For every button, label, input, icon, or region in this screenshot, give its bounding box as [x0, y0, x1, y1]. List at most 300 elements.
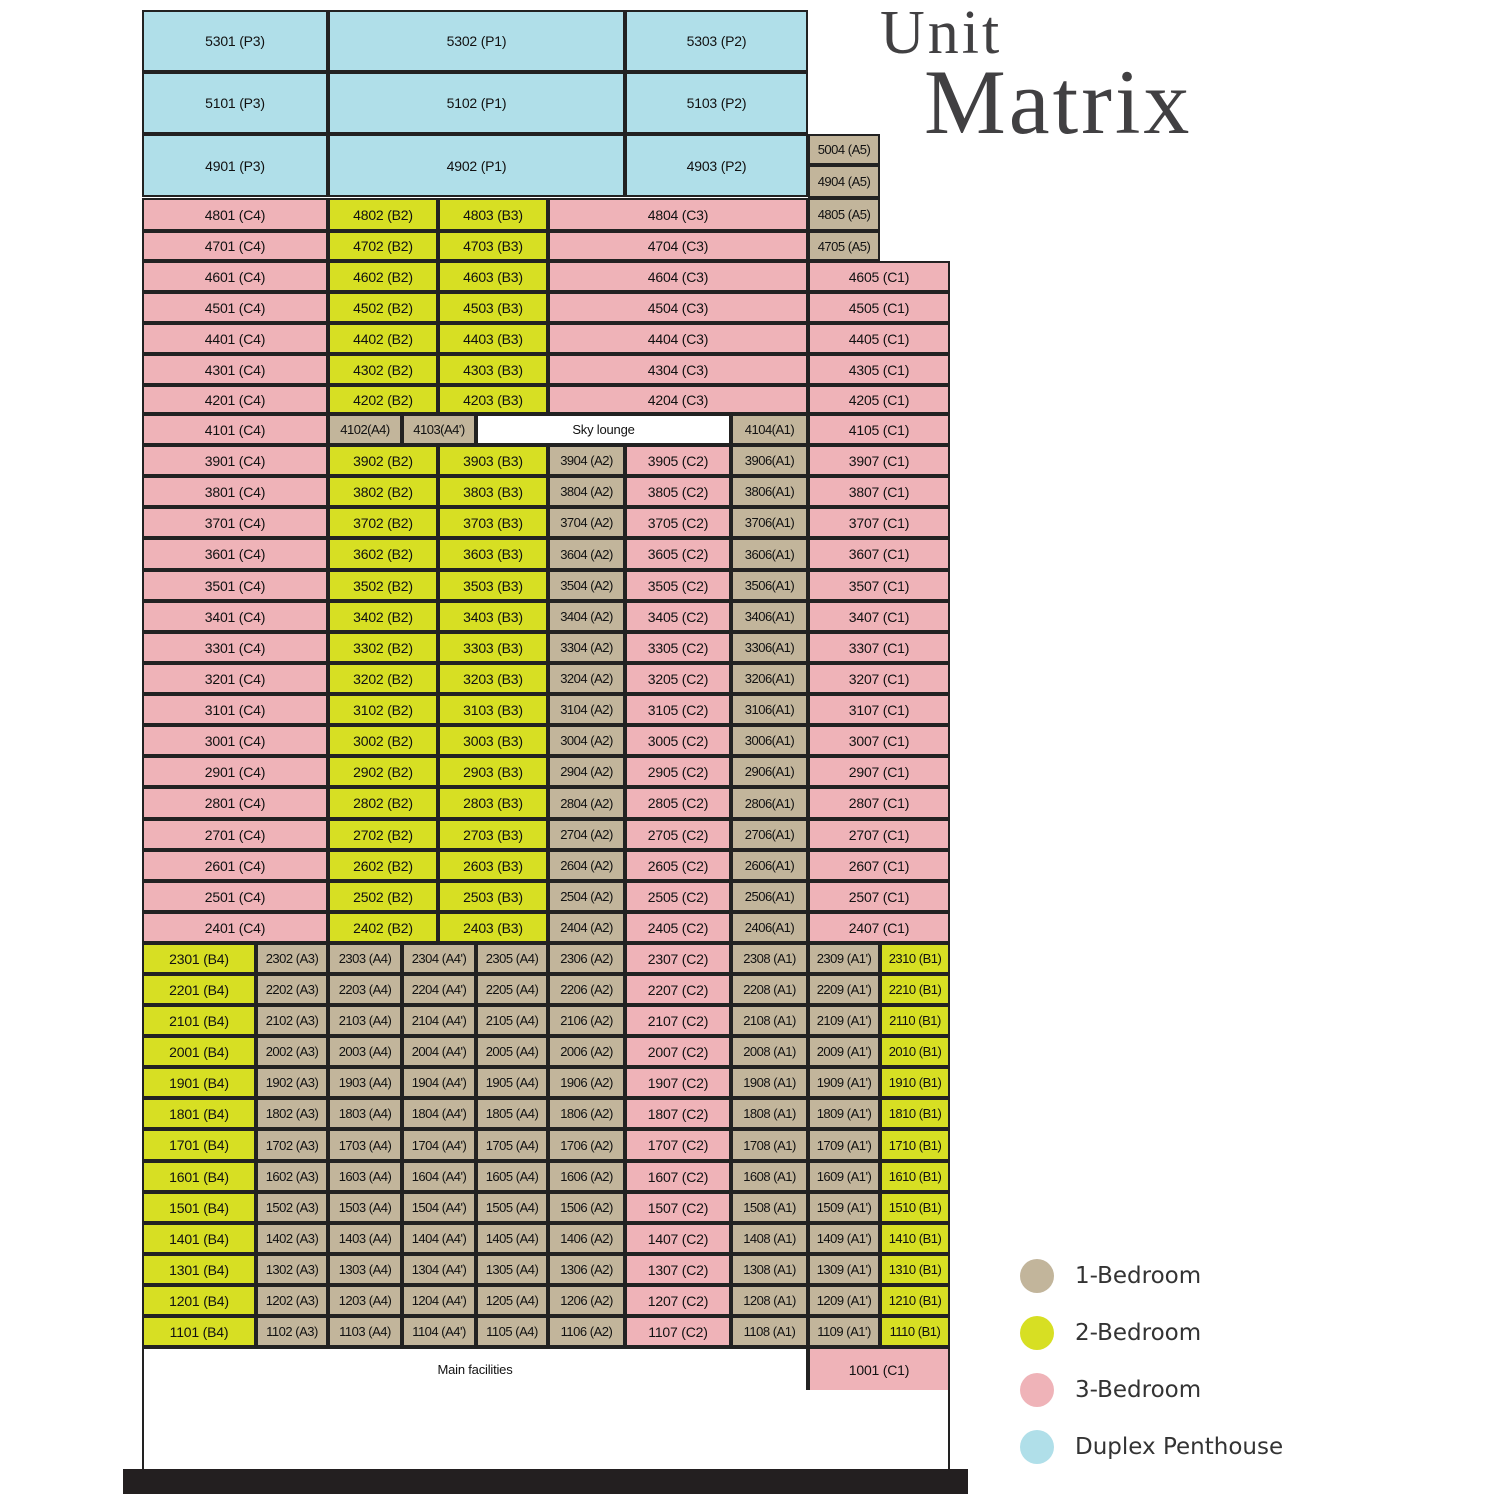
unit-cell: 1203 (A4)	[328, 1285, 402, 1316]
unit-cell: 3806(A1)	[731, 476, 808, 507]
unit-cell: 2607 (C1)	[808, 850, 950, 881]
unit-cell: 1101 (B4)	[142, 1316, 256, 1347]
unit-cell: 4701 (C4)	[142, 231, 328, 261]
unit-cell: 4504 (C3)	[548, 292, 808, 323]
unit-cell: 1506 (A2)	[548, 1192, 625, 1223]
penthouse-unit: 5101 (P3)	[142, 72, 328, 134]
unit-cell: 4201 (C4)	[142, 385, 328, 414]
unit-cell: 2403 (B3)	[438, 912, 548, 943]
unit-cell: 2302 (A3)	[256, 943, 328, 974]
penthouse-unit: 4901 (P3)	[142, 134, 328, 197]
unit-cell: 3705 (C2)	[625, 507, 731, 538]
unit-cell: 2906(A1)	[731, 756, 808, 787]
legend-label: 2-Bedroom	[1075, 1320, 1202, 1346]
unit-cell: 3702 (B2)	[328, 507, 438, 538]
unit-cell: 3007 (C1)	[808, 725, 950, 756]
unit-cell: 5004 (A5)	[808, 134, 880, 165]
unit-cell: 4904 (A5)	[808, 165, 880, 198]
unit-cell: 1609 (A1')	[808, 1161, 880, 1192]
unit-cell: 1409 (A1')	[808, 1223, 880, 1254]
unit-cell: 2507 (C1)	[808, 881, 950, 912]
unit-cell: 2309 (A1')	[808, 943, 880, 974]
unit-cell: 3707 (C1)	[808, 507, 950, 538]
unit-cell: 2304 (A4')	[402, 943, 476, 974]
unit-cell: 3801 (C4)	[142, 476, 328, 507]
legend-swatch-duplex-penthouse	[1020, 1430, 1054, 1464]
unit-cell: 2805 (C2)	[625, 787, 731, 819]
unit-cell: 2201 (B4)	[142, 974, 256, 1005]
unit-cell: 1903 (A4)	[328, 1067, 402, 1098]
penthouse-unit: 5102 (P1)	[328, 72, 625, 134]
unit-cell: 2107 (C2)	[625, 1005, 731, 1036]
unit-cell: 3802 (B2)	[328, 476, 438, 507]
unit-cell: 2701 (C4)	[142, 819, 328, 850]
unit-cell: 1806 (A2)	[548, 1098, 625, 1129]
unit-cell: 3203 (B3)	[438, 663, 548, 694]
unit-cell: 1105 (A4)	[476, 1316, 548, 1347]
unit-cell: 4604 (C3)	[548, 261, 808, 292]
unit-cell: 2501 (C4)	[142, 881, 328, 912]
unit-cell: 3005 (C2)	[625, 725, 731, 756]
unit-cell: 1510 (B1)	[880, 1192, 950, 1223]
unit-cell: 1605 (A4)	[476, 1161, 548, 1192]
unit-cell: 2306 (A2)	[548, 943, 625, 974]
unit-cell: 1310 (B1)	[880, 1254, 950, 1285]
unit-cell: 3607 (C1)	[808, 538, 950, 570]
unit-cell: 3207 (C1)	[808, 663, 950, 694]
legend-item-duplex-penthouse	[1020, 1429, 1283, 1465]
unit-cell: 3401 (C4)	[142, 601, 328, 632]
unit-cell: 3107 (C1)	[808, 694, 950, 725]
unit-cell: 3001 (C4)	[142, 725, 328, 756]
unit-cell: 3004 (A2)	[548, 725, 625, 756]
unit-cell: 4402 (B2)	[328, 323, 438, 354]
unit-cell: 4605 (C1)	[808, 261, 950, 292]
unit-cell: 2104 (A4')	[402, 1005, 476, 1036]
unit-cell: 2901 (C4)	[142, 756, 328, 787]
unit-cell: 1710 (B1)	[880, 1129, 950, 1161]
unit-cell: 1407 (C2)	[625, 1223, 731, 1254]
unit-cell: 1608 (A1)	[731, 1161, 808, 1192]
unit-cell: 1109 (A1')	[808, 1316, 880, 1347]
unit-cell: 3006(A1)	[731, 725, 808, 756]
unit-cell: 1110 (B1)	[880, 1316, 950, 1347]
legend-label: 3-Bedroom	[1075, 1377, 1202, 1403]
unit-cell: 1804 (A4')	[402, 1098, 476, 1129]
unit-cell: 1303 (A4)	[328, 1254, 402, 1285]
unit-cell: 2101 (B4)	[142, 1005, 256, 1036]
penthouse-unit: 5302 (P1)	[328, 10, 625, 72]
unit-cell: 3703 (B3)	[438, 507, 548, 538]
unit-cell: 3502 (B2)	[328, 570, 438, 601]
unit-cell: 1204 (A4')	[402, 1285, 476, 1316]
title-line-1: Unit	[880, 0, 1003, 67]
unit-cell: 3101 (C4)	[142, 694, 328, 725]
unit-cell: 2010 (B1)	[880, 1036, 950, 1067]
unit-cell: 2802 (B2)	[328, 787, 438, 819]
unit-cell: 3103 (B3)	[438, 694, 548, 725]
unit-cell: 1707 (C2)	[625, 1129, 731, 1161]
unit-cell: 3504 (A2)	[548, 570, 625, 601]
unit-cell: 1306 (A2)	[548, 1254, 625, 1285]
unit-cell: 2204 (A4')	[402, 974, 476, 1005]
unit-cell: 1902 (A3)	[256, 1067, 328, 1098]
unit-cell: 2110 (B1)	[880, 1005, 950, 1036]
unit-cell: 2002 (A3)	[256, 1036, 328, 1067]
unit-cell: 4302 (B2)	[328, 354, 438, 385]
unit-cell: 4603 (B3)	[438, 261, 548, 292]
unit-cell: 1501 (B4)	[142, 1192, 256, 1223]
unit-cell: 1704 (A4')	[402, 1129, 476, 1161]
unit-cell: 1507 (C2)	[625, 1192, 731, 1223]
unit-cell: 4702 (B2)	[328, 231, 438, 261]
unit-cell: 4102(A4)	[328, 414, 402, 445]
unit-cell: 2210 (B1)	[880, 974, 950, 1005]
legend-swatch-3-bedroom	[1020, 1373, 1054, 1407]
unit-cell: 3604 (A2)	[548, 538, 625, 570]
unit-cell: 1404 (A4')	[402, 1223, 476, 1254]
unit-cell: 3902 (B2)	[328, 445, 438, 476]
unit-cell: 2405 (C2)	[625, 912, 731, 943]
unit-cell: 4305 (C1)	[808, 354, 950, 385]
unit-cell: 3905 (C2)	[625, 445, 731, 476]
unit-cell: 3807 (C1)	[808, 476, 950, 507]
unit-cell: 3102 (B2)	[328, 694, 438, 725]
unit-cell: 1809 (A1')	[808, 1098, 880, 1129]
unit-cell: 4404 (C3)	[548, 323, 808, 354]
unit-cell: 4801 (C4)	[142, 198, 328, 231]
unit-cell: 2803 (B3)	[438, 787, 548, 819]
unit-cell: 1302 (A3)	[256, 1254, 328, 1285]
unit-cell: 3903 (B3)	[438, 445, 548, 476]
legend-swatch-1-bedroom	[1020, 1259, 1054, 1293]
unit-cell: 1601 (B4)	[142, 1161, 256, 1192]
unit-cell: 2504 (A2)	[548, 881, 625, 912]
unit-cell: 1603 (A4)	[328, 1161, 402, 1192]
legend-item-2-bedroom	[1020, 1315, 1201, 1351]
unit-cell: 2703 (B3)	[438, 819, 548, 850]
unit-cell: 2702 (B2)	[328, 819, 438, 850]
unit-cell: 4803 (B3)	[438, 198, 548, 231]
unit-cell: 1210 (B1)	[880, 1285, 950, 1316]
unit-cell: 3901 (C4)	[142, 445, 328, 476]
unit-cell: 4601 (C4)	[142, 261, 328, 292]
unit-cell: 4202 (B2)	[328, 385, 438, 414]
unit-cell: 1108 (A1)	[731, 1316, 808, 1347]
unit-cell: 1102 (A3)	[256, 1316, 328, 1347]
unit-cell: 3106(A1)	[731, 694, 808, 725]
unit-cell: 3804 (A2)	[548, 476, 625, 507]
unit-cell: 2404 (A2)	[548, 912, 625, 943]
unit-cell: 3501 (C4)	[142, 570, 328, 601]
unit-cell: 2902 (B2)	[328, 756, 438, 787]
unit-cell: 3304 (A2)	[548, 632, 625, 663]
unit-cell: 3505 (C2)	[625, 570, 731, 601]
unit-cell: 2102 (A3)	[256, 1005, 328, 1036]
unit-cell: 3704 (A2)	[548, 507, 625, 538]
unit-cell: 1408 (A1)	[731, 1223, 808, 1254]
unit-cell: 1305 (A4)	[476, 1254, 548, 1285]
unit-cell: 2706(A1)	[731, 819, 808, 850]
unit-cell: 1604 (A4')	[402, 1161, 476, 1192]
unit-cell: 1602 (A3)	[256, 1161, 328, 1192]
unit-cell: 1107 (C2)	[625, 1316, 731, 1347]
unit-cell: 3603 (B3)	[438, 538, 548, 570]
unit-cell: 4501 (C4)	[142, 292, 328, 323]
unit-cell: 2502 (B2)	[328, 881, 438, 912]
unit-cell: 2105 (A4)	[476, 1005, 548, 1036]
unit-cell: 1701 (B4)	[142, 1129, 256, 1161]
unit-cell: 1402 (A3)	[256, 1223, 328, 1254]
unit-cell: 2009 (A1')	[808, 1036, 880, 1067]
unit-cell: 1702 (A3)	[256, 1129, 328, 1161]
legend-item-3-bedroom	[1020, 1372, 1201, 1408]
unit-cell: 2506(A1)	[731, 881, 808, 912]
unit-cell: 1705 (A4)	[476, 1129, 548, 1161]
sky-lounge: Sky lounge	[476, 414, 731, 445]
unit-cell: 1410 (B1)	[880, 1223, 950, 1254]
unit-cell: 3407 (C1)	[808, 601, 950, 632]
unit-cell: 3405 (C2)	[625, 601, 731, 632]
unit-cell: 3706(A1)	[731, 507, 808, 538]
unit-cell: 2804 (A2)	[548, 787, 625, 819]
unit-cell: 2806(A1)	[731, 787, 808, 819]
unit-cell: 3907 (C1)	[808, 445, 950, 476]
unit-cell: 1508 (A1)	[731, 1192, 808, 1223]
unit-cell: 1808 (A1)	[731, 1098, 808, 1129]
unit-cell: 3606(A1)	[731, 538, 808, 570]
unit-cell: 1405 (A4)	[476, 1223, 548, 1254]
penthouse-unit: 5301 (P3)	[142, 10, 328, 72]
unit-cell: 1610 (B1)	[880, 1161, 950, 1192]
unit-cell: 1403 (A4)	[328, 1223, 402, 1254]
unit-cell: 4103(A4')	[402, 414, 476, 445]
unit-cell: 2603 (B3)	[438, 850, 548, 881]
unit-cell: 1401 (B4)	[142, 1223, 256, 1254]
unit-cell: 3503 (B3)	[438, 570, 548, 601]
unit-cell: 2301 (B4)	[142, 943, 256, 974]
unit-cell: 1504 (A4')	[402, 1192, 476, 1223]
unit-cell: 3302 (B2)	[328, 632, 438, 663]
unit-cell: 1106 (A2)	[548, 1316, 625, 1347]
unit-cell: 4205 (C1)	[808, 385, 950, 414]
unit-cell: 1103 (A4)	[328, 1316, 402, 1347]
unit-cell: 1904 (A4')	[402, 1067, 476, 1098]
unit-cell: 2008 (A1)	[731, 1036, 808, 1067]
unit-cell: 1505 (A4)	[476, 1192, 548, 1223]
unit-cell: 1905 (A4)	[476, 1067, 548, 1098]
unit-cell: 3303 (B3)	[438, 632, 548, 663]
unit-cell: 1205 (A4)	[476, 1285, 548, 1316]
unit-cell: 4704 (C3)	[548, 231, 808, 261]
unit-cell: 3105 (C2)	[625, 694, 731, 725]
unit-cell: 1606 (A2)	[548, 1161, 625, 1192]
unit-cell: 3605 (C2)	[625, 538, 731, 570]
unit-cell: 1909 (A1')	[808, 1067, 880, 1098]
legend-item-1-bedroom	[1020, 1258, 1201, 1294]
unit-cell: 1201 (B4)	[142, 1285, 256, 1316]
unit-cell: 2209 (A1')	[808, 974, 880, 1005]
unit-cell: 1706 (A2)	[548, 1129, 625, 1161]
unit-cell: 1308 (A1)	[731, 1254, 808, 1285]
unit-cell: 1703 (A4)	[328, 1129, 402, 1161]
unit-cell: 2303 (A4)	[328, 943, 402, 974]
unit-cell: 4104(A1)	[731, 414, 808, 445]
unit-cell: 1509 (A1')	[808, 1192, 880, 1223]
unit-cell: 3805 (C2)	[625, 476, 731, 507]
penthouse-unit: 5303 (P2)	[625, 10, 808, 72]
unit-cell: 2310 (B1)	[880, 943, 950, 974]
unit-cell: 4502 (B2)	[328, 292, 438, 323]
unit-cell: 1801 (B4)	[142, 1098, 256, 1129]
unit-cell: 1502 (A3)	[256, 1192, 328, 1223]
unit-cell: 2203 (A4)	[328, 974, 402, 1005]
unit-cell: 1907 (C2)	[625, 1067, 731, 1098]
unit-cell: 3404 (A2)	[548, 601, 625, 632]
unit-cell: 3306(A1)	[731, 632, 808, 663]
unit-cell: 3506(A1)	[731, 570, 808, 601]
unit-cell: 1208 (A1)	[731, 1285, 808, 1316]
unit-cell: 4304 (C3)	[548, 354, 808, 385]
unit-cell: 2907 (C1)	[808, 756, 950, 787]
legend-label: 1-Bedroom	[1075, 1263, 1202, 1289]
unit-cell: 4602 (B2)	[328, 261, 438, 292]
unit-cell: 4301 (C4)	[142, 354, 328, 385]
unit-cell: 1206 (A2)	[548, 1285, 625, 1316]
unit-cell: 1709 (A1')	[808, 1129, 880, 1161]
unit-cell: 1309 (A1')	[808, 1254, 880, 1285]
unit-cell: 1209 (A1')	[808, 1285, 880, 1316]
unit-cell: 2705 (C2)	[625, 819, 731, 850]
unit-cell: 3104 (A2)	[548, 694, 625, 725]
unit-cell: 3301 (C4)	[142, 632, 328, 663]
unit-cell: 2109 (A1')	[808, 1005, 880, 1036]
unit-cell: 1001 (C1)	[808, 1347, 950, 1392]
unit-cell: 2006 (A2)	[548, 1036, 625, 1067]
unit-cell: 3206(A1)	[731, 663, 808, 694]
title-line-2: Matrix	[924, 51, 1193, 153]
unit-cell: 4105 (C1)	[808, 414, 950, 445]
unit-cell: 2903 (B3)	[438, 756, 548, 787]
unit-cell: 2602 (B2)	[328, 850, 438, 881]
unit-cell: 1910 (B1)	[880, 1067, 950, 1098]
unit-cell: 2406(A1)	[731, 912, 808, 943]
ground-line	[123, 1469, 968, 1494]
unit-cell: 1304 (A4')	[402, 1254, 476, 1285]
unit-cell: 2307 (C2)	[625, 943, 731, 974]
unit-cell: 1307 (C2)	[625, 1254, 731, 1285]
unit-cell: 3904 (A2)	[548, 445, 625, 476]
unit-cell: 1301 (B4)	[142, 1254, 256, 1285]
unit-cell: 2004 (A4')	[402, 1036, 476, 1067]
unit-cell: 4804 (C3)	[548, 198, 808, 231]
unit-cell: 2206 (A2)	[548, 974, 625, 1005]
unit-cell: 1708 (A1)	[731, 1129, 808, 1161]
unit-cell: 3002 (B2)	[328, 725, 438, 756]
unit-cell: 1104 (A4')	[402, 1316, 476, 1347]
unit-cell: 2505 (C2)	[625, 881, 731, 912]
unit-cell: 4204 (C3)	[548, 385, 808, 414]
unit-cell: 1908 (A1)	[731, 1067, 808, 1098]
unit-cell: 3403 (B3)	[438, 601, 548, 632]
unit-cell: 4405 (C1)	[808, 323, 950, 354]
unit-cell: 2807 (C1)	[808, 787, 950, 819]
unit-cell: 4805 (A5)	[808, 198, 880, 231]
unit-cell: 2207 (C2)	[625, 974, 731, 1005]
unit-cell: 3003 (B3)	[438, 725, 548, 756]
unit-cell: 2606(A1)	[731, 850, 808, 881]
unit-cell: 4401 (C4)	[142, 323, 328, 354]
unit-cell: 4403 (B3)	[438, 323, 548, 354]
unit-cell: 3204 (A2)	[548, 663, 625, 694]
unit-cell: 2601 (C4)	[142, 850, 328, 881]
unit-cell: 1503 (A4)	[328, 1192, 402, 1223]
unit-cell: 1805 (A4)	[476, 1098, 548, 1129]
unit-cell: 2003 (A4)	[328, 1036, 402, 1067]
unit-cell: 3507 (C1)	[808, 570, 950, 601]
unit-cell: 3307 (C1)	[808, 632, 950, 663]
unit-cell: 2305 (A4)	[476, 943, 548, 974]
unit-cell: 1802 (A3)	[256, 1098, 328, 1129]
unit-cell: 3201 (C4)	[142, 663, 328, 694]
unit-cell: 1202 (A3)	[256, 1285, 328, 1316]
unit-cell: 2605 (C2)	[625, 850, 731, 881]
penthouse-unit: 5103 (P2)	[625, 72, 808, 134]
unit-cell: 2103 (A4)	[328, 1005, 402, 1036]
unit-cell: 3402 (B2)	[328, 601, 438, 632]
unit-cell: 2202 (A3)	[256, 974, 328, 1005]
unit-cell: 2005 (A4)	[476, 1036, 548, 1067]
unit-cell: 3305 (C2)	[625, 632, 731, 663]
main-facilities: Main facilities	[142, 1347, 808, 1392]
unit-cell: 2205 (A4)	[476, 974, 548, 1005]
unit-cell: 2001 (B4)	[142, 1036, 256, 1067]
unit-cell: 2801 (C4)	[142, 787, 328, 819]
unit-cell: 4705 (A5)	[808, 231, 880, 261]
penthouse-unit: 4902 (P1)	[328, 134, 625, 197]
unit-cell: 4101 (C4)	[142, 414, 328, 445]
unit-cell: 3202 (B2)	[328, 663, 438, 694]
unit-cell: 2106 (A2)	[548, 1005, 625, 1036]
unit-cell: 1803 (A4)	[328, 1098, 402, 1129]
legend-swatch-2-bedroom	[1020, 1316, 1054, 1350]
unit-cell: 3906(A1)	[731, 445, 808, 476]
legend-label: Duplex Penthouse	[1075, 1434, 1284, 1460]
unit-cell: 2604 (A2)	[548, 850, 625, 881]
unit-cell: 2007 (C2)	[625, 1036, 731, 1067]
unit-cell: 4303 (B3)	[438, 354, 548, 385]
unit-cell: 2707 (C1)	[808, 819, 950, 850]
unit-cell: 4703 (B3)	[438, 231, 548, 261]
unit-cell: 1807 (C2)	[625, 1098, 731, 1129]
unit-cell: 2208 (A1)	[731, 974, 808, 1005]
unit-cell: 3601 (C4)	[142, 538, 328, 570]
unit-cell: 1406 (A2)	[548, 1223, 625, 1254]
podium	[142, 1390, 950, 1472]
unit-cell: 2108 (A1)	[731, 1005, 808, 1036]
unit-cell: 1207 (C2)	[625, 1285, 731, 1316]
unit-cell: 3205 (C2)	[625, 663, 731, 694]
unit-cell: 2904 (A2)	[548, 756, 625, 787]
penthouse-unit: 4903 (P2)	[625, 134, 808, 197]
unit-cell: 1906 (A2)	[548, 1067, 625, 1098]
unit-cell: 3602 (B2)	[328, 538, 438, 570]
unit-cell: 2402 (B2)	[328, 912, 438, 943]
unit-cell: 4802 (B2)	[328, 198, 438, 231]
unit-cell: 2503 (B3)	[438, 881, 548, 912]
unit-cell: 3803 (B3)	[438, 476, 548, 507]
unit-cell: 2308 (A1)	[731, 943, 808, 974]
